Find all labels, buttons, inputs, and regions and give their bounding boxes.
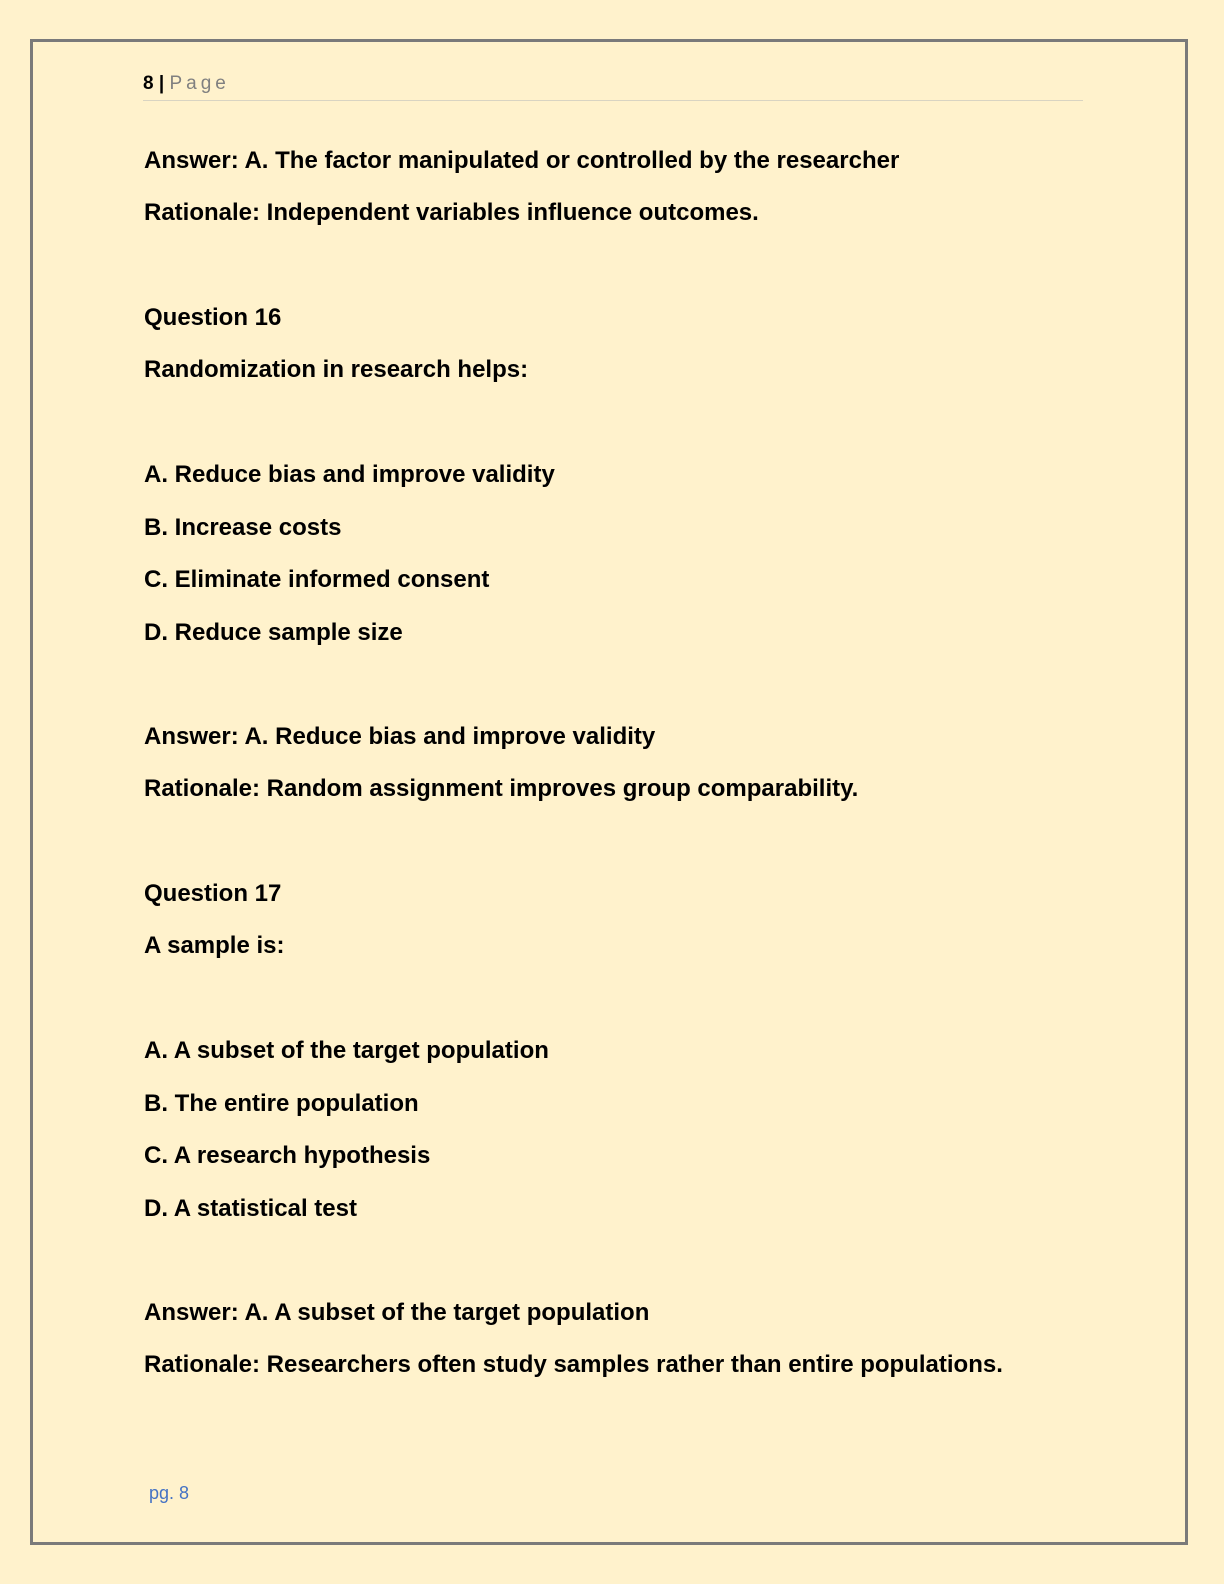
q15-answer: Answer: A. The factor manipulated or controlled by the researcher (144, 147, 900, 174)
q16-option-b: B. Increase costs (144, 514, 342, 541)
q17-rationale: Rationale: Researchers often study samples rather than entire populations. (144, 1351, 1003, 1378)
q16-option-a: A. Reduce bias and improve validity (144, 461, 555, 488)
q17-prompt: A sample is: (144, 932, 285, 959)
q17-option-b: B. The entire population (144, 1090, 419, 1117)
q17-option-a: A. A subset of the target population (144, 1037, 549, 1064)
q16-option-c: C. Eliminate informed consent (144, 566, 490, 593)
q17-answer: Answer: A. A subset of the target population (144, 1299, 650, 1326)
header-page-number: 8 (143, 73, 154, 94)
q16-prompt: Randomization in research helps: (144, 356, 529, 383)
q17-option-d: D. A statistical test (144, 1195, 357, 1222)
header-separator: | (158, 73, 165, 94)
q17-option-c: C. A research hypothesis (144, 1142, 431, 1169)
q16-title: Question 16 (144, 304, 282, 331)
page-footer: pg. 8 (149, 1483, 190, 1503)
page-header (143, 72, 1083, 101)
q17-title: Question 17 (144, 880, 282, 907)
q16-answer: Answer: A. Reduce bias and improve validity (144, 723, 656, 750)
q16-option-d: D. Reduce sample size (144, 619, 403, 646)
header-page-word: Page (169, 73, 230, 94)
q15-rationale: Rationale: Independent variables influence outcomes. (144, 199, 759, 226)
q16-rationale: Rationale: Random assignment improves group comparability. (144, 775, 859, 802)
